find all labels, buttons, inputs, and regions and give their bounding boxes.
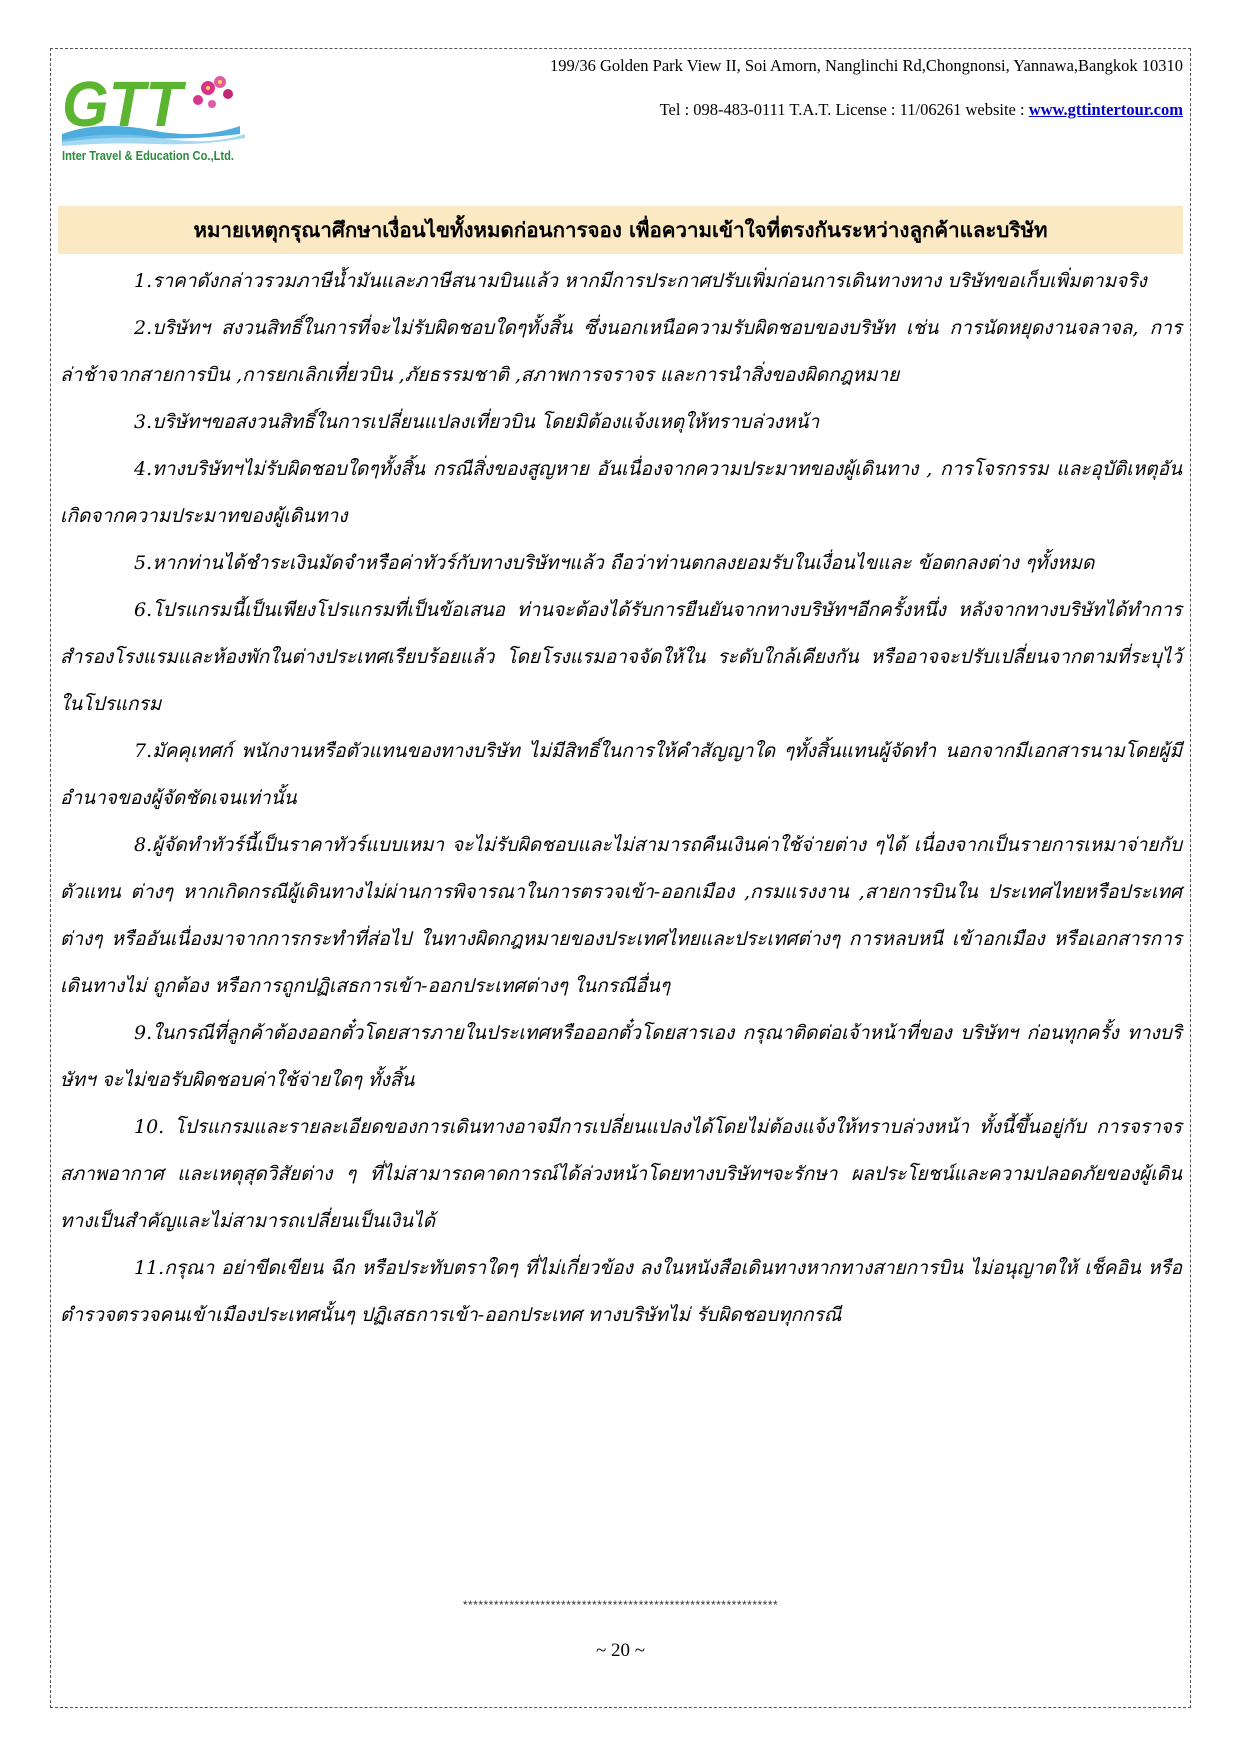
footer-separator: ************************************************************* xyxy=(462,1598,779,1612)
condition-item: 2.บริษัทฯ สงวนสิทธิ์ในการที่จะไม่รับผิดชอบใดๆทั้งสิ้น ซึ่งนอกเหนือความรับผิดชอบของบริษัท เช่น การนัดหยุดงานจลาจล, การล่าช้าจากสายการบิน ,การยกเลิกเที่ยวบิน ,ภัยธรรมชาติ ,สภาพการจราจร และการนำสิ่งของผิดกฎหมาย xyxy=(60,317,1182,386)
company-address: 199/36 Golden Park View II, Soi Amorn, Nanglinchi Rd,Chongnonsi, Yannawa,Bangkok 10310 xyxy=(549,56,1183,75)
logo-letter-g: GTT xyxy=(62,68,187,140)
logo-subtitle: Inter Travel & Education Co.,Ltd. xyxy=(62,149,234,163)
condition-item: 6.โปรแกรมนี้เป็นเพียงโปรแกรมที่เป็นข้อเสนอ ท่านจะต้องได้รับการยืนยันจากทางบริษัทฯอีกครั้งหนึ่ง หลังจากทางบริษัทได้ทำการสำรองโรงแรมและห้องพักในต่างประเทศเรียบร้อยแล้ว โดยโรงแรมอาจจัดให้ใน ระดับใกล้เคียงกัน หรืออาจจะปรับเปลี่ยนจากตามที่ระบุไว้ในโปรแกรม xyxy=(60,599,1182,715)
condition-item: 10. โปรแกรมและรายละเอียดของการเดินทางอาจมีการเปลี่ยนแปลงได้โดยไม่ต้องแจ้งให้ทราบล่วงหน้า ทั้งนี้ขึ้นอยู่กับ การจราจร สภาพอากาศ และเหตุสุดวิสัยต่าง ๆ ที่ไม่สามารถคาดการณ์ได้ล่วงหน้าโดยทางบริษัทฯจะรักษา ผลประโยชน์และความปลอดภัยของผู้เดินทางเป็นสำคัญและไม่สามารถเปลี่ยนเป็นเงินได้ xyxy=(60,1116,1182,1232)
condition-item: 1.ราคาดังกล่าวรวมภาษีน้ำมันและภาษีสนามบินแล้ว หากมีการประกาศปรับเพิ่มก่อนการเดินทางทาง บริษัทขอเก็บเพิ่มตามจริง xyxy=(134,270,1147,292)
condition-item: 8.ผู้จัดทำทัวร์นี้เป็นราคาทัวร์แบบเหมา จะไม่รับผิดชอบและไม่สามารถคืนเงินค่าใช้จ่ายต่าง ๆได้ เนื่องจากเป็นรายการเหมาจ่ายกับตัวแทน ต่างๆ หากเกิดกรณีผู้เดินทางไม่ผ่านการพิจารณาในการตรวจเข้า-ออกเมือง ,กรมแรงงาน ,สายการบินใน ประเทศไทยหรือประเทศต่างๆ หรืออันเนื่องมาจากการกระทำที่ส่อไป ในทางผิดกฎหมายของประเทศไทยและประเทศต่างๆ การหลบหนี เข้าอกเมือง หรือเอกสารการเดินทางไม่ ถูกต้อง หรือการถูกปฏิเสธการเข้า-ออกประเทศต่างๆ ในกรณีอื่นๆ xyxy=(60,834,1182,997)
page-number: ~ 20 ~ xyxy=(595,1640,646,1661)
company-logo xyxy=(60,60,250,170)
condition-item: 9.ในกรณีที่ลูกค้าต้องออกตั๋วโดยสารภายในประเทศหรือออกตั๋วโดยสารเอง กรุณาติดต่อเจ้าหน้าที่ของ บริษัทฯ ก่อนทุกครั้ง ทางบริษัทฯ จะไม่ขอรับผิดชอบค่าใช้จ่ายใดๆ ทั้งสิ้น xyxy=(60,1022,1182,1091)
condition-item: 5.หากท่านได้ชำระเงินมัดจำหรือค่าทัวร์กับทางบริษัทฯแล้ว ถือว่าท่านตกลงยอมรับในเงื่อนไขและ ข้อตกลงต่าง ๆทั้งหมด xyxy=(134,552,1095,574)
condition-item: 4.ทางบริษัทฯไม่รับผิดชอบใดๆทั้งสิ้น กรณีสิ่งของสูญหาย อันเนื่องจากความประมาทของผู้เดินทาง , การโจรกรรม และอุบัติเหตุอันเกิดจากความประมาทของผู้เดินทาง xyxy=(60,458,1182,527)
conditions-list xyxy=(60,258,1182,1339)
company-contact xyxy=(660,100,1183,120)
condition-item: 7.มัคคุเทศก์ พนักงานหรือตัวแทนของทางบริษัท ไม่มีสิทธิ์ในการให้คำสัญญาใด ๆทั้งสิ้นแทนผู้จัดทำ นอกจากมีเอกสารนามโดยผู้มีอำนาจของผู้จัดชัดเจนเท่านั้น xyxy=(60,740,1182,809)
condition-item: 11.กรุณา อย่าขีดเขียน ฉีก หรือประทับตราใดๆ ที่ไม่เกี่ยวข้อง ลงในหนังสือเดินทางหากทางสายการบิน ไม่อนุญาตให้ เช็คอิน หรือตำรวจตรวจคนเข้าเมืองประเทศนั้นๆ ปฏิเสธการเข้า-ออกประเทศ ทางบริษัทไม่ รับผิดชอบทุกกรณี xyxy=(60,1257,1182,1326)
notice-heading: หมายเหตุกรุณาศึกษาเงื่อนไขทั้งหมดก่อนการจอง เพื่อความเข้าใจที่ตรงกันระหว่างลูกค้าและบริษัท xyxy=(58,206,1183,254)
flower-icon xyxy=(193,76,233,108)
condition-item: 3.บริษัทฯขอสงวนสิทธิ์ในการเปลี่ยนแปลงเที่ยวบิน โดยมิต้องแจ้งเหตุให้ทราบล่วงหน้า xyxy=(134,411,820,433)
contact-details: Tel : 098-483-0111 T.A.T. License : 11/06261 website : xyxy=(659,100,1025,119)
website-link[interactable]: www.gttintertour.com xyxy=(1028,100,1183,119)
